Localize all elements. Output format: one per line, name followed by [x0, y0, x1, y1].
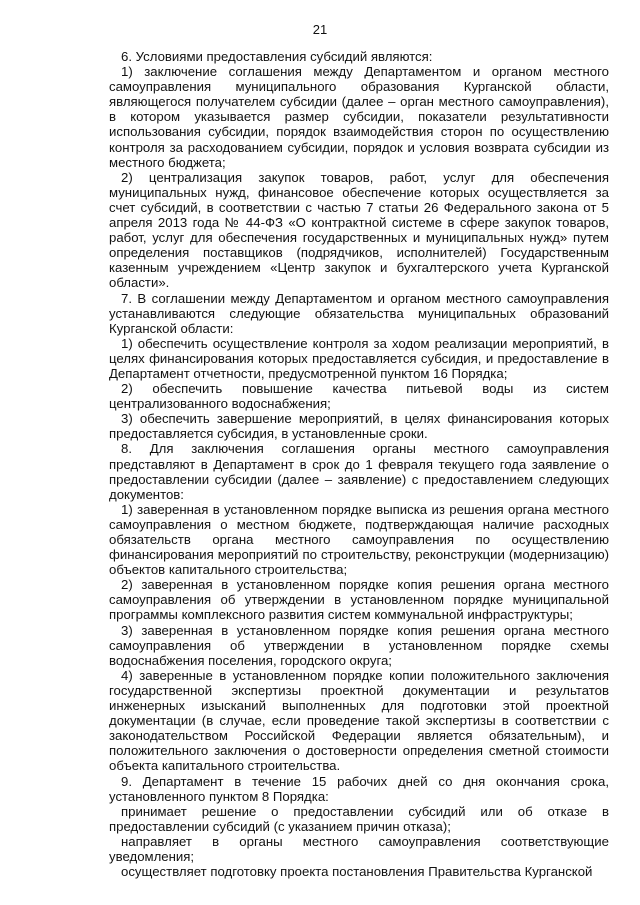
paragraph: принимает решение о предоставлении субсидий или об отказе в предоставлении субсидий (с указанием причин отказа);	[109, 803, 609, 834]
paragraph: 1) обеспечить осуществление контроля за ходом реализации мероприятий, в целях финансирования которых предоставляется субсидия, и предоставление в Департамент отчетности, предусмотренной пунктом 16 Порядка;	[109, 335, 609, 381]
page-number: 21	[312, 22, 328, 37]
paragraph: 9. Департамент в течение 15 рабочих дней со дня окончания срока, установленного пунктом 8 Порядка:	[109, 773, 609, 804]
paragraph: 6. Условиями предоставления субсидий являются:	[121, 49, 433, 64]
paragraph: 4) заверенные в установленном порядке копии положительного заключения государственной экспертизы проектной документации и результатов инженерных изысканий выполненных для подготовки этой проектной документации (в случае, если проведение такой экспертизы в соответствии с законодательством Российской Федерации является обязательным), и положительного заключения о достоверности определения сметной стоимости объекта капитального строительства.	[109, 667, 609, 774]
paragraph: 3) обеспечить завершение мероприятий, в целях финансирования которых предоставляется субсидия, в установленные сроки.	[109, 411, 609, 442]
paragraph: 2) заверенная в установленном порядке копия решения органа местного самоуправления об утверждении в установленном порядке муниципальной программы комплексного развития систем коммунальной инфраструктуры;	[109, 577, 609, 623]
paragraph: 7. В соглашении между Департаментом и органом местного самоуправления устанавливаются следующие обязательства муниципальных образований Курганской области:	[109, 290, 609, 336]
paragraph: направляет в органы местного самоуправления соответствующие уведомления;	[109, 833, 609, 864]
paragraph: осуществляет подготовку проекта постановления Правительства Курганской	[121, 864, 593, 880]
paragraph: 2) централизация закупок товаров, работ, услуг для обеспечения муниципальных нужд, финансовое обеспечение которых осуществляется за счет субсидий, в соответствии с частью 7 статьи 26 Федерального закона от 5 апреля 2013 года № 44-ФЗ «О контрактной системе в сфере закупок товаров, работ, услуг для обеспечения государственных и муниципальных нужд» путем определения поставщиков (подрядчиков, исполнителей) Государственным казенным учреждением «Центр закупок и бухгалтерского учета Курганской области».	[109, 169, 609, 291]
paragraph: 3) заверенная в установленном порядке копия решения органа местного самоуправления об утверждении в установленном порядке схемы водоснабжения поселения, городского округа;	[109, 622, 609, 668]
document-body	[109, 49, 609, 879]
paragraph: 2) обеспечить повышение качества питьевой воды из систем централизованного водоснабжения;	[109, 381, 609, 412]
paragraph: 1) заключение соглашения между Департаментом и органом местного самоуправления муниципального образования Курганской области, являющегося получателем субсидии (далее – орган местного самоуправления), в котором указывается размер субсидии, показатели результативности использования субсидии, порядок взаимодействия сторон по осуществлению контроля за расходованием субсидии, порядок и условия возврата субсидии из местного бюджета;	[109, 64, 609, 170]
paragraph: 1) заверенная в установленном порядке выписка из решения органа местного самоуправления о местном бюджете, подтверждающая наличие расходных обязательств органа местного самоуправления по осуществлению финансирования мероприятий по строительству, реконструкции (модернизацию) объектов капитального строительства;	[109, 501, 609, 578]
paragraph: 8. Для заключения соглашения органы местного самоуправления представляют в Департамент в срок до 1 февраля текущего года заявление о предоставлении субсидии (далее – заявление) с предоставлением следующих документов:	[109, 441, 609, 502]
